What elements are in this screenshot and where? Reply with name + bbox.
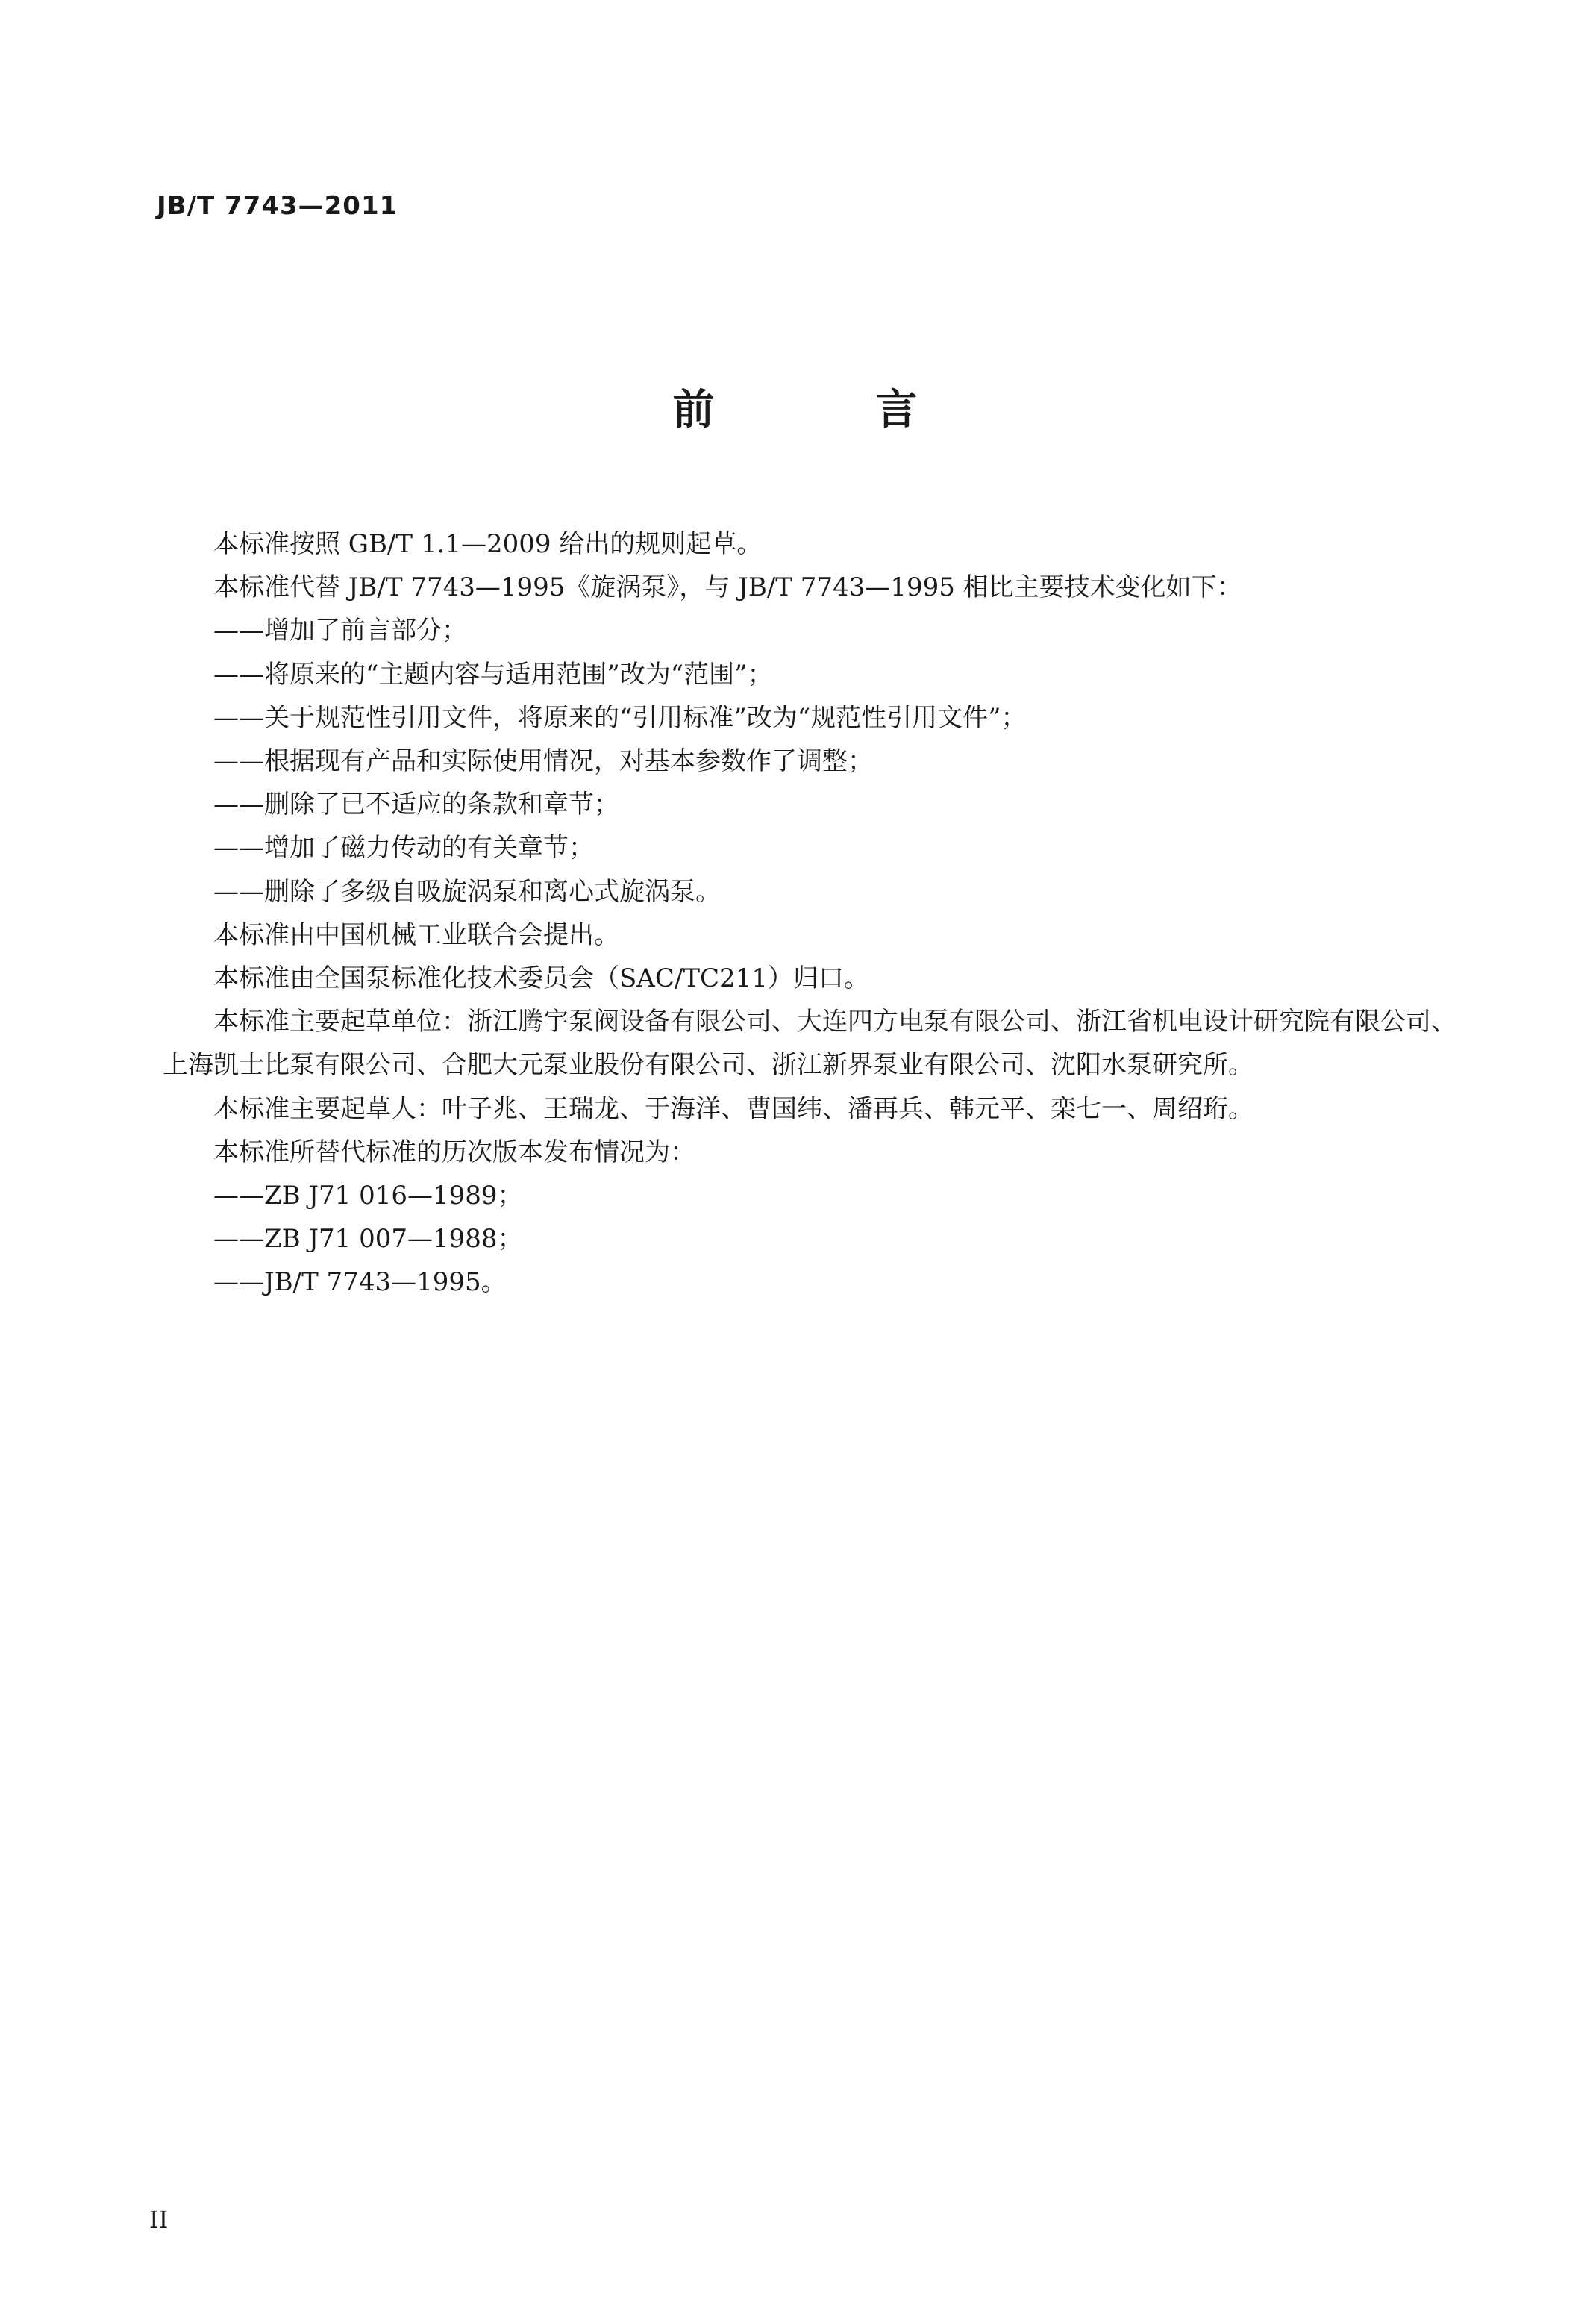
change-item: ——删除了多级自吸旋涡泵和离心式旋涡泵。 [213, 876, 721, 907]
change-item: ——增加了前言部分； [213, 616, 467, 646]
change-item: ——将原来的“主题内容与适用范围”改为“范围”； [213, 659, 773, 690]
paragraph-committee: 本标准由全国泵标准化技术委员会（SAC/TC211）归口。 [213, 963, 869, 994]
paragraph-drafting-rules: 本标准按照 GB/T 1.1—2009 给出的规则起草。 [213, 529, 763, 559]
change-item: ——增加了磁力传动的有关章节； [213, 833, 594, 863]
paragraph-drafting-units: 本标准主要起草单位：浙江腾宇泵阀设备有限公司、大连四方电泵有限公司、浙江省机电设计研究院有限公司、上海凯士比泵有限公司、合肥大元泵业股份有限公司、浙江新界泵业有限公司、沈阳水泵研究所。 [163, 1007, 1456, 1081]
document-number: JB/T 7743—2011 [157, 191, 398, 221]
foreword-body [163, 522, 1461, 1305]
paragraph-history: 本标准所替代标准的历次版本发布情况为： [213, 1137, 695, 1167]
paragraph-replacement: 本标准代替 JB/T 7743—1995《旋涡泵》，与 JB/T 7743—1995 相比主要技术变化如下： [213, 572, 1242, 603]
change-item: ——根据现有产品和实际使用情况，对基本参数作了调整； [213, 746, 873, 777]
paragraph-proposer: 本标准由中国机械工业联合会提出。 [213, 919, 619, 950]
change-item: ——关于规范性引用文件，将原来的“引用标准”改为“规范性引用文件”； [213, 702, 1027, 733]
history-item: ——ZB J71 007—1988； [213, 1224, 523, 1255]
history-item: ——JB/T 7743—1995。 [213, 1267, 507, 1298]
paragraph-drafters: 本标准主要起草人：叶子兆、王瑞龙、于海洋、曹国纬、潘再兵、韩元平、栾七一、周绍珩。 [213, 1093, 1253, 1124]
history-item: ——ZB J71 016—1989； [213, 1181, 523, 1211]
change-item: ——删除了已不适应的条款和章节； [213, 790, 619, 820]
page-title: 前 言 [672, 386, 977, 434]
page-number: II [149, 2205, 169, 2234]
